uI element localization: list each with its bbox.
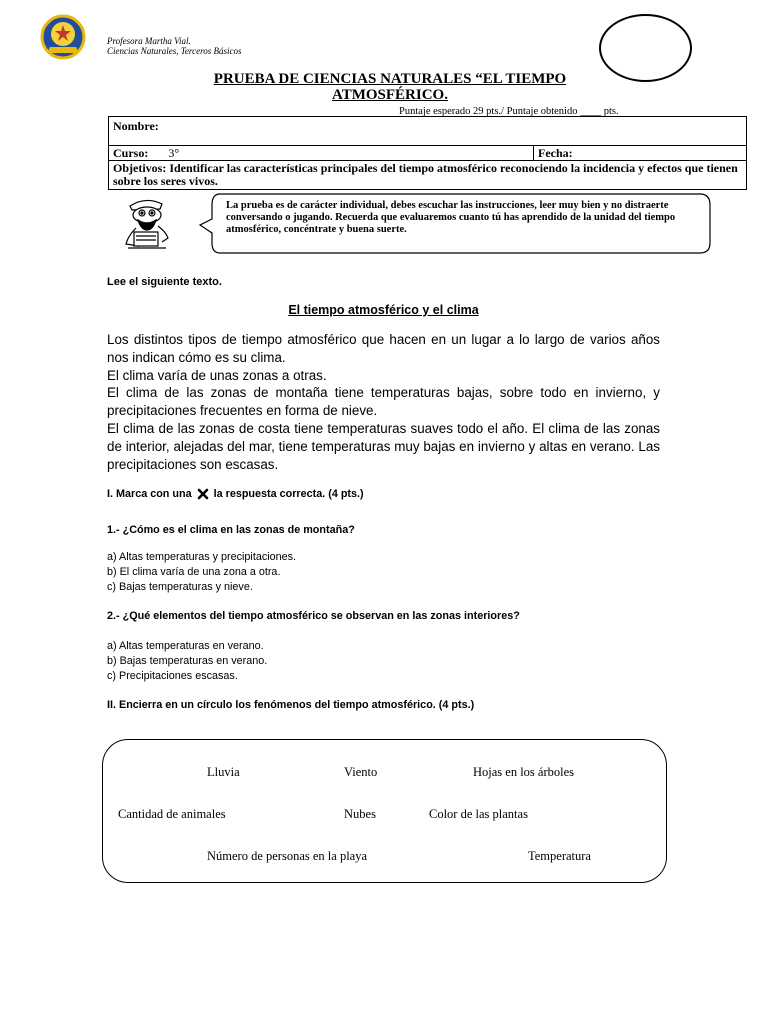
instructions-text: La prueba es de carácter individual, debes escuchar las instrucciones, leer muy bien y no distraerte conversando o jugando. Recuerda que evaluaremos cuanto tú has aprendido de la unidad del tiempo atmosférico, concéntrate y buena suerte. bbox=[226, 200, 676, 235]
question-2: 2.- ¿Qué elementos del tiempo atmosférico se observan en las zonas interiores? bbox=[107, 610, 520, 622]
section-1-title bbox=[107, 488, 364, 500]
reading-title bbox=[107, 303, 660, 317]
question-1-options bbox=[107, 550, 296, 595]
reading-paragraph: Los distintos tipos de tiempo atmosférico que hacen en un lugar a lo largo de varios años nos indican cómo es su clima. bbox=[107, 332, 660, 365]
cross-mark-icon bbox=[197, 488, 209, 500]
course-label: Curso: bbox=[113, 146, 149, 160]
date-label: Fecha: bbox=[538, 146, 573, 160]
objectives: Objetivos: Identificar las características principales del tiempo atmosférico reconociendo la incidencia y efectos que tienen sobre los seres vivos. bbox=[109, 161, 747, 190]
reading-paragraph: El clima de las zonas de costa tiene temperaturas suaves todo el año. El clima de las zonas de interior, alejadas del mar, tiene temperaturas muy bajas en invierno y altas en verano. Las precipitaciones son escasas. bbox=[107, 420, 660, 472]
course-value: 3° bbox=[168, 146, 180, 160]
phenomenon-item[interactable]: Cantidad de animales bbox=[118, 807, 226, 821]
mascot-illustration bbox=[118, 196, 180, 252]
read-instruction: Lee el siguiente texto. bbox=[107, 276, 222, 288]
teacher-name: Profesora Martha Vial. bbox=[107, 36, 191, 46]
title-line-2: ATMOSFÉRICO. bbox=[332, 87, 448, 103]
phenomenon-item[interactable]: Hojas en los árboles bbox=[473, 765, 575, 779]
phenomenon-item[interactable]: Temperatura bbox=[528, 849, 591, 863]
name-label: Nombre: bbox=[113, 119, 159, 133]
answer-option[interactable]: b) Bajas temperaturas en verano. bbox=[107, 655, 268, 667]
phenomenon-item[interactable]: Número de personas en la playa bbox=[207, 849, 368, 863]
reading-paragraph: El clima varía de unas zonas a otras. bbox=[107, 367, 327, 383]
section-2-title: II. Encierra en un círculo los fenómenos del tiempo atmosférico. (4 pts.) bbox=[107, 699, 475, 711]
title-line-1: PRUEBA DE CIENCIAS NATURALES “EL TIEMPO bbox=[213, 71, 567, 87]
date-field[interactable] bbox=[534, 146, 747, 161]
phenomenon-item[interactable]: Color de las plantas bbox=[429, 807, 528, 821]
answer-option[interactable]: c) Precipitaciones escasas. bbox=[107, 670, 238, 682]
answer-option[interactable]: a) Altas temperaturas en verano. bbox=[107, 640, 264, 652]
question-1: 1.- ¿Cómo es el clima en las zonas de montaña? bbox=[107, 524, 355, 536]
reading-text bbox=[107, 331, 660, 473]
test-title bbox=[150, 71, 630, 103]
answer-option[interactable]: b) El clima varía de una zona a otra. bbox=[107, 566, 281, 578]
reading-title-text: El tiempo atmosférico y el clima bbox=[288, 303, 479, 317]
section-1-suffix: la respuesta correcta. (4 pts.) bbox=[213, 488, 364, 500]
school-logo bbox=[40, 14, 86, 60]
answer-option[interactable]: a) Altas temperaturas y precipitaciones. bbox=[107, 551, 297, 563]
teacher-info bbox=[107, 36, 242, 56]
phenomenon-item[interactable]: Lluvia bbox=[207, 765, 240, 779]
course-name: Ciencias Naturales, Terceros Básicos bbox=[107, 46, 242, 56]
phenomenon-item[interactable]: Viento bbox=[344, 765, 378, 779]
score-line: Puntaje esperado 29 pts./ Puntaje obtenido ____ pts. bbox=[399, 106, 619, 117]
answer-option[interactable]: c) Bajas temperaturas y nieve. bbox=[107, 581, 253, 593]
section-1-prefix: I. Marca con una bbox=[107, 488, 192, 500]
student-info-table bbox=[108, 116, 747, 190]
name-field[interactable] bbox=[109, 117, 747, 146]
reading-paragraph: El clima de las zonas de montaña tiene temperaturas bajas, sobre todo en invierno, y precipitaciones frecuentes en forma de nieve. bbox=[107, 385, 660, 419]
phenomenon-item[interactable]: Nubes bbox=[344, 807, 376, 821]
question-2-options bbox=[107, 639, 267, 684]
course-field[interactable] bbox=[109, 146, 534, 161]
